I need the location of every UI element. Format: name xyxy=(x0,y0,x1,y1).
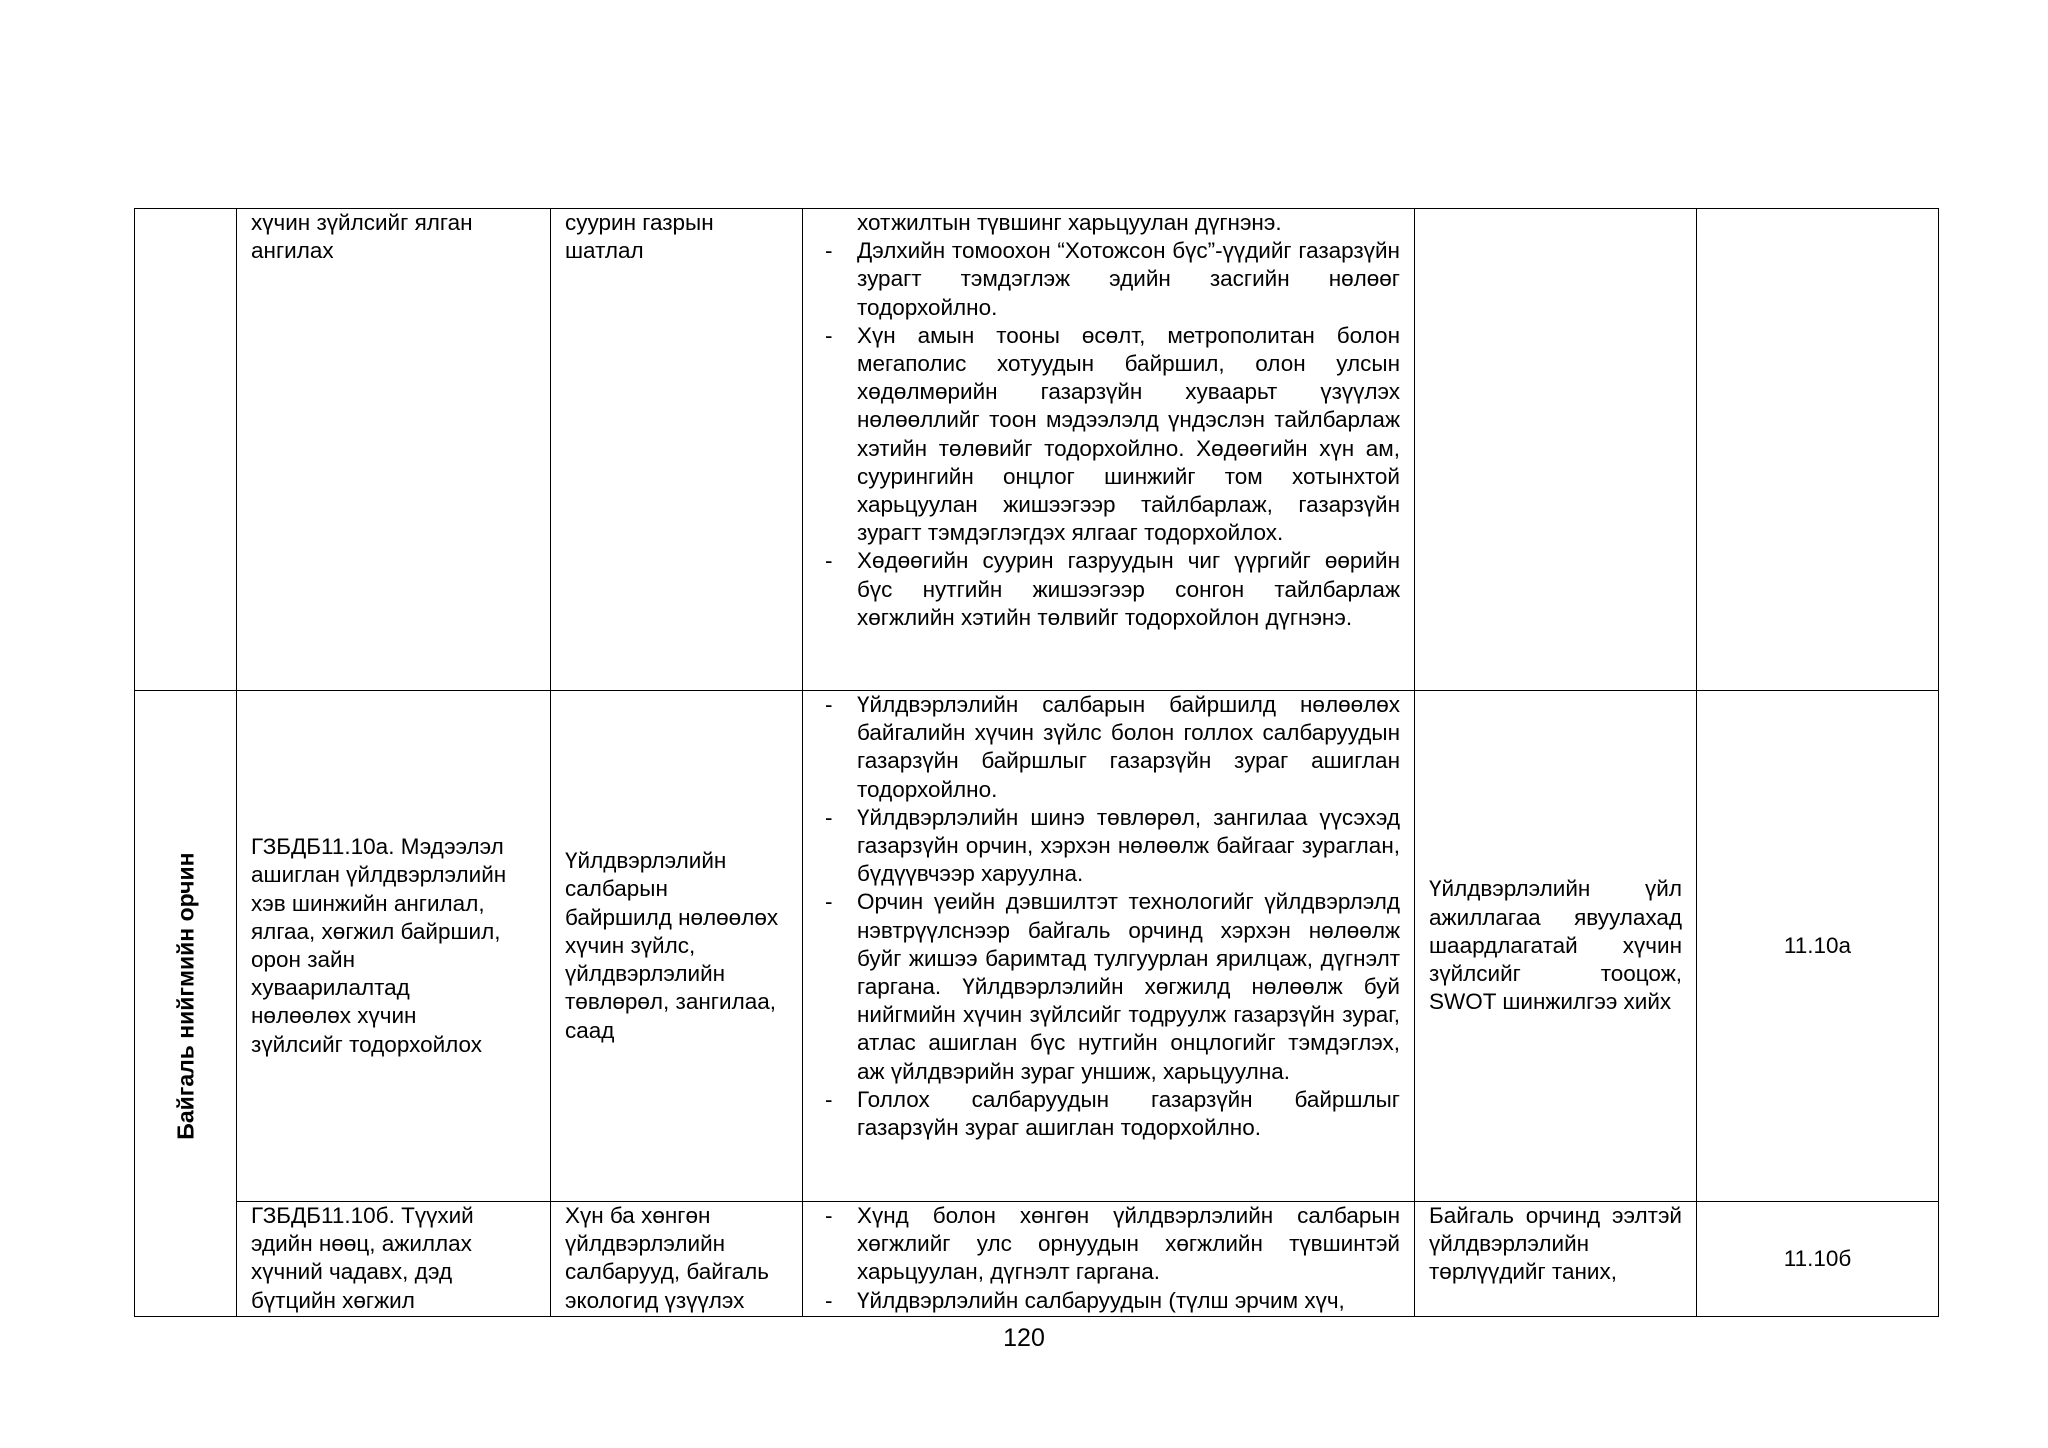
activity-item: - Үйлдвэрлэлийн салбаруудын (түлш эрчим хүч, xyxy=(817,1287,1400,1315)
content-cell: Үйлдвэрлэлийн салбарын байршилд нөлөөлөх хүчин зүйлс, үйлдвэрлэлийн төвлөрөл, зангилаа, саад xyxy=(551,691,803,1202)
theme-cell xyxy=(135,691,237,1317)
code-cell xyxy=(1697,209,1939,691)
code-cell: 11.10б xyxy=(1697,1202,1939,1317)
table-row xyxy=(135,1202,1939,1317)
content-cell: суурин газрын шатлал xyxy=(551,209,803,691)
assessment-cell: Байгаль орчинд ээлтэй үйлдвэрлэлийн төрлүүдийг таних, xyxy=(1415,1202,1697,1317)
goal-cell: ГЗБДБ11.10б. Түүхий эдийн нөөц, ажиллах хүчний чадавх, дэд бүтцийн хөгжил xyxy=(237,1202,551,1317)
activity-cell xyxy=(803,1202,1415,1317)
activity-item: - Үйлдвэрлэлийн салбарын байршилд нөлөөлөх байгалийн хүчин зүйлс болон голлох салбаруудын газарзүйн байршлыг газарзүйн зураг ашиглан тодорхойлно. xyxy=(817,691,1400,804)
curriculum-table xyxy=(134,208,1939,1317)
activity-item: - Дэлхийн томоохон “Хотожсон бүс”-үүдийг газарзүйн зурагт тэмдэглэж эдийн засгийн нөлөөг тодорхойлно. xyxy=(817,237,1400,322)
activity-item: - Хөдөөгийн суурин газруудын чиг үүргийг өөрийн бүс нутгийн жишээгээр сонгон тайлбарлаж хөгжлийн хэтийн төлвийг тодорхойлон дүгнэнэ. xyxy=(817,547,1400,632)
assessment-cell: Үйлдвэрлэлийн үйл ажиллагаа явуулахад шаардлагатай хүчин зүйлсийг тооцож, SWOT шинжилгээ хийх xyxy=(1415,691,1697,1202)
goal-cell: хүчин зүйлсийг ялган ангилах xyxy=(237,209,551,691)
activity-item: - Хүн амын тооны өсөлт, метрополитан болон мегаполис хотуудын байршил, олон улсын хөдөлмөрийн газарзүйн хуваарьт үзүүлэх нөлөөллийг тоон мэдээлэлд үндэслэн тайлбарлаж хэтийн төлөвийг тодорхойлно. Хөдөөгийн хүн ам, суурингийн онцлог шинжийг том хотынхтой харьцуулан жишээгээр тайлбарлаж, газарзүйн зурагт тэмдэглэгдэх ялгааг тодорхойлох. xyxy=(817,322,1400,548)
goal-cell: ГЗБДБ11.10а. Мэдээлэл ашиглан үйлдвэрлэлийн хэв шинжийн ангилал, ялгаа, хөгжил байршил, орон зайн хуваарилалтад нөлөөлөх хүчин зүйлсийг тодорхойлох xyxy=(237,691,551,1202)
activity-item: - Голлох салбаруудын газарзүйн байршлыг газарзүйн зураг ашиглан тодорхойлно. xyxy=(817,1086,1400,1142)
activity-cell xyxy=(803,209,1415,691)
page-number: 120 xyxy=(1003,1324,1045,1352)
theme-cell xyxy=(135,209,237,691)
theme-label: Байгаль нийгмийн орчин xyxy=(172,852,199,1140)
content-cell: Хүн ба хөнгөн үйлдвэрлэлийн салбарууд, байгаль экологид үзүүлэх xyxy=(551,1202,803,1317)
code-cell: 11.10а xyxy=(1697,691,1939,1202)
activity-item: хотжилтын түвшинг харьцуулан дүгнэнэ. xyxy=(857,210,1282,235)
activity-item: - Үйлдвэрлэлийн шинэ төвлөрөл, зангилаа үүсэхэд газарзүйн орчин, хэрхэн нөлөөлж байгааг зураглан, бүдүүвчээр харуулна. xyxy=(817,804,1400,889)
table-row xyxy=(135,691,1939,1202)
activity-cell xyxy=(803,691,1415,1202)
assessment-cell xyxy=(1415,209,1697,691)
activity-item: - Орчин үеийн дэвшилтэт технологийг үйлдвэрлэлд нэвтрүүлснээр байгаль орчинд хэрхэн нөлөөлж буйг жишээ баримтад тулгуурлан ярилцаж, дүгнэлт гаргана. Үйлдвэрлэлийн хөгжилд нөлөөлж буй нийгмийн хүчин зүйлсийг тодруулж газарзүйн зураг, атлас ашиглан бүс нутгийн онцлогийг тэмдэглэх, аж үйлдвэрийн зураг уншиж, харьцуулна. xyxy=(817,888,1400,1085)
activity-item: - Хүнд болон хөнгөн үйлдвэрлэлийн салбарын хөгжлийг улс орнуудын хөгжлийн түвшинтэй харьцуулан, дүгнэлт гаргана. xyxy=(817,1202,1400,1287)
table-row xyxy=(135,209,1939,691)
